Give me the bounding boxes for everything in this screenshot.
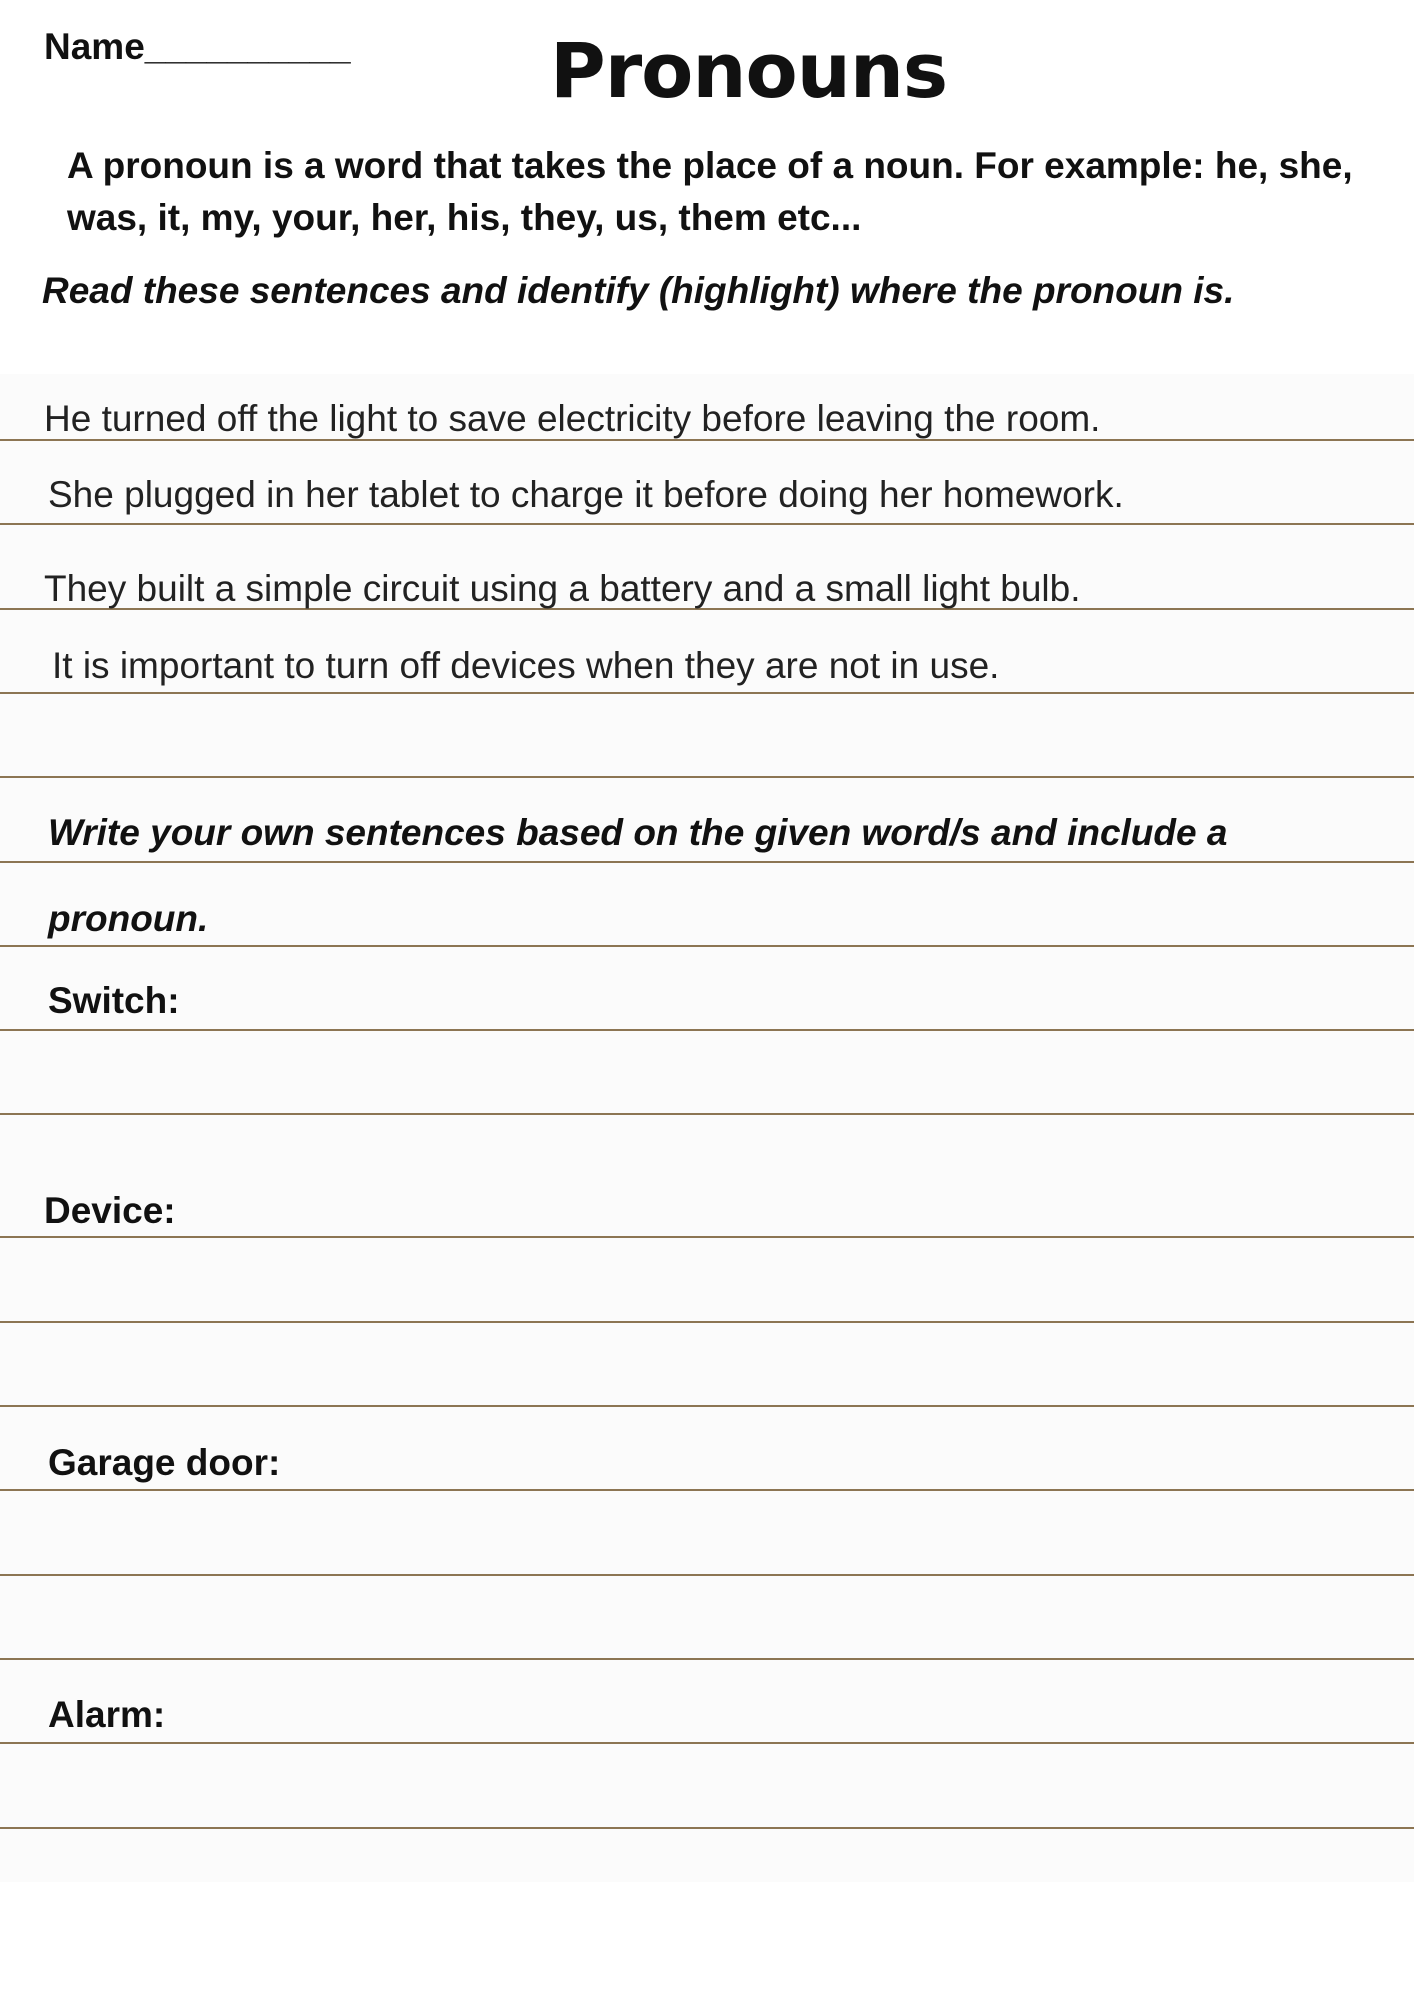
writing-line: [0, 945, 1414, 947]
writing-line: [0, 1489, 1414, 1491]
writing-line: [0, 861, 1414, 863]
writing-line: [0, 1658, 1414, 1660]
prompt-alarm: Alarm:: [48, 1694, 166, 1735]
prompt-switch: Switch:: [48, 980, 180, 1021]
writing-line: [0, 1574, 1414, 1576]
writing-line: [0, 523, 1414, 525]
name-field-label: Name__________: [44, 26, 351, 67]
writing-line: [0, 1029, 1414, 1031]
pronoun-definition: A pronoun is a word that takes the place of a noun. For example: he, she, was, it, my, your, her, his, they, us, them etc...: [67, 145, 1353, 238]
writing-line: [0, 1827, 1414, 1829]
writing-line: [0, 776, 1414, 778]
highlight-instruction: Read these sentences and identify (highlight) where the pronoun is.: [42, 270, 1235, 311]
writing-line: [0, 1742, 1414, 1744]
page-title: Pronouns: [550, 26, 948, 115]
sentence-2: She plugged in her tablet to charge it before doing her homework.: [48, 474, 1124, 515]
writing-line: [0, 1236, 1414, 1238]
writing-line: [0, 1113, 1414, 1115]
sentence-3: They built a simple circuit using a battery and a small light bulb.: [44, 568, 1081, 609]
writing-line: [0, 692, 1414, 694]
write-instruction-line-1: Write your own sentences based on the given word/s and include a: [48, 812, 1228, 853]
writing-line: [0, 1321, 1414, 1323]
sentence-1: He turned off the light to save electricity before leaving the room.: [44, 398, 1101, 439]
writing-line: [0, 1405, 1414, 1407]
prompt-garage-door: Garage door:: [48, 1442, 281, 1483]
prompt-device: Device:: [44, 1190, 176, 1231]
sentence-4: It is important to turn off devices when they are not in use.: [52, 645, 1000, 686]
write-instruction-line-2: pronoun.: [48, 898, 209, 939]
